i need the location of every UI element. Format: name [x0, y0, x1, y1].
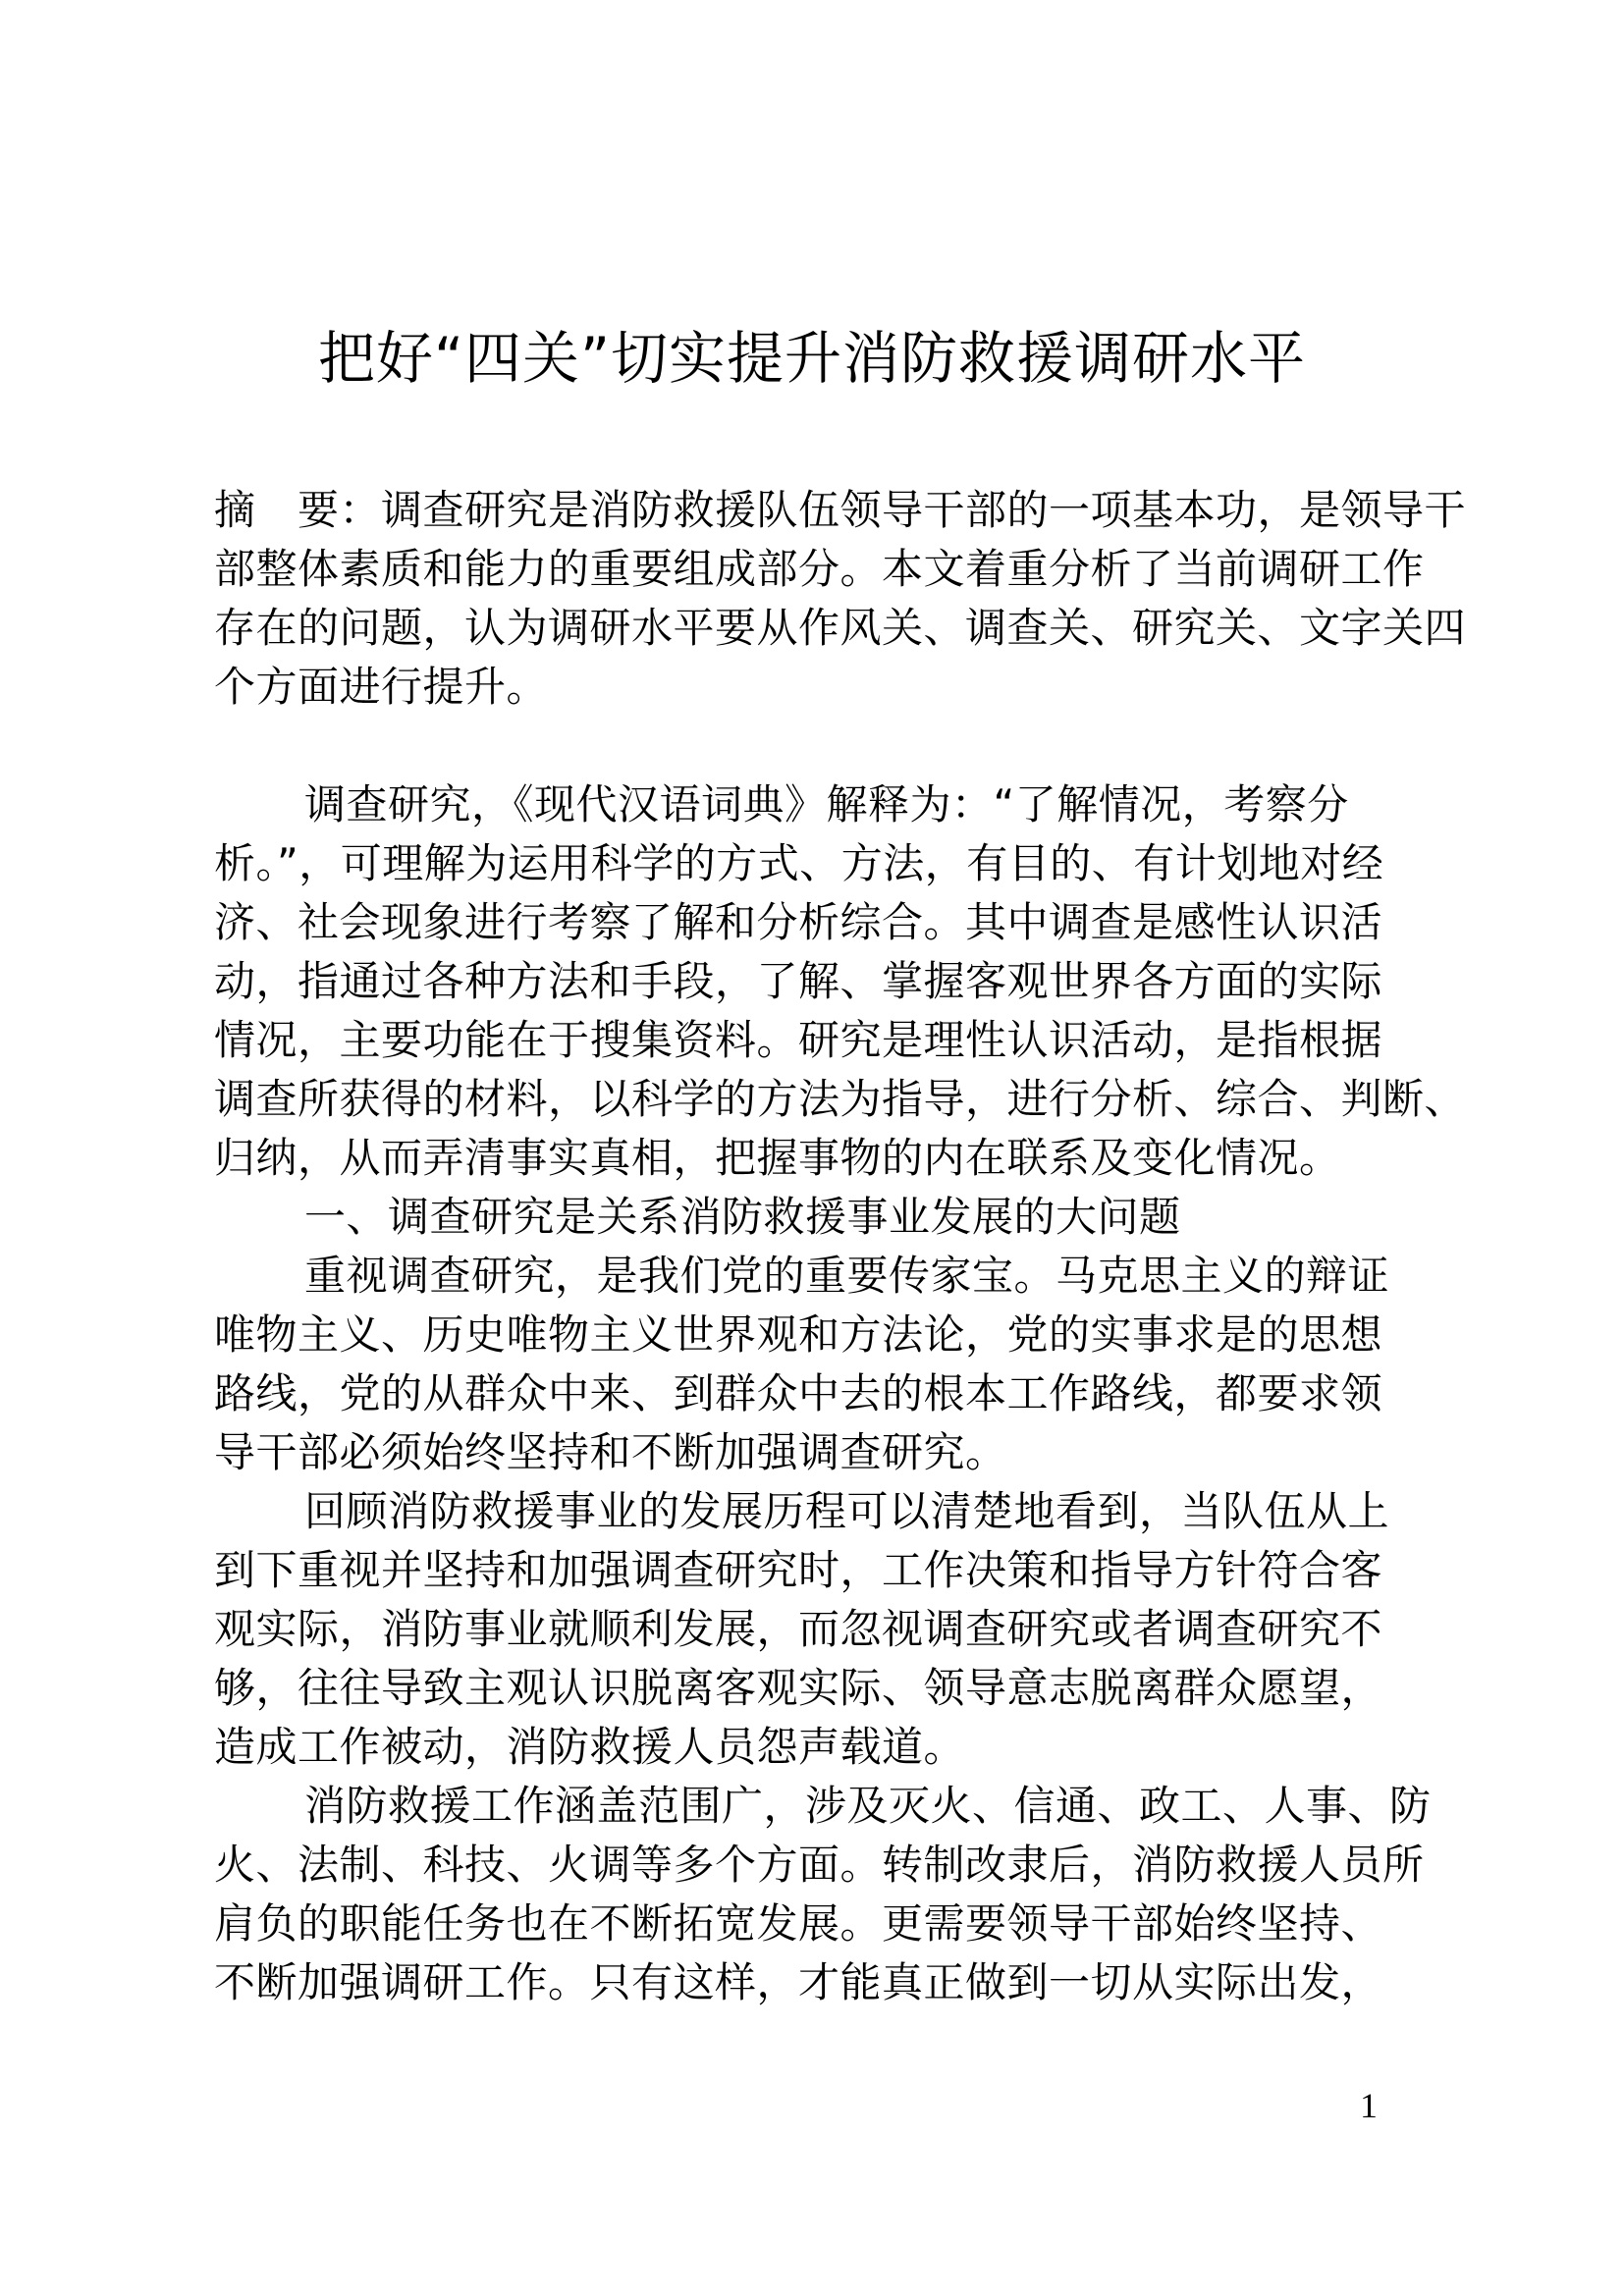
- paragraph-line: 消防救援工作涵盖范围广，涉及灭火、信通、政工、人事、防: [304, 1782, 1432, 1830]
- paragraph-line: 归纳，从而弄清事实真相，把握事物的内在联系及变化情况。: [214, 1134, 1341, 1182]
- paragraph-line: 造成工作被动，消防救援人员怨声载道。: [214, 1723, 966, 1771]
- paragraph-line: 唯物主义、历史唯物主义世界观和方法论，党的实事求是的思想: [214, 1310, 1383, 1359]
- abstract: [214, 481, 1467, 717]
- paragraph-line: 肩负的职能任务也在不断拓宽发展。更需要领导干部始终坚持、: [214, 1899, 1383, 1948]
- paragraph-line: 导干部必须始终坚持和不断加强调查研究。: [214, 1428, 1007, 1476]
- paragraph-line: 路线，党的从群众中来、到群众中去的根本工作路线，都要求领: [214, 1369, 1383, 1417]
- page-number: 1: [1360, 2086, 1378, 2125]
- abstract-line: 个方面进行提升。: [214, 663, 549, 711]
- paragraph-line: 回顾消防救援事业的发展历程可以清楚地看到，当队伍从上: [304, 1487, 1390, 1535]
- paragraph-line: 不断加强调研工作。只有这样，才能真正做到一切从实际出发，: [214, 1958, 1383, 2006]
- paragraph: [214, 1247, 1436, 1482]
- paragraph: [214, 775, 1467, 1188]
- abstract-line: 摘 要：调查研究是消防救援队伍领导干部的一项基本功，是领导干: [214, 486, 1467, 534]
- paragraph: [214, 1482, 1436, 1777]
- abstract-line: 部整体素质和能力的重要组成部分。本文着重分析了当前调研工作: [214, 545, 1425, 593]
- paragraph-line: 动，指通过各种方法和手段，了解、掌握客观世界各方面的实际: [214, 957, 1383, 1005]
- paragraph-line: 到下重视并坚持和加强调查研究时，工作决策和指导方针符合客: [214, 1546, 1383, 1594]
- paragraph-line: 情况，主要功能在于搜集资料。研究是理性认识活动，是指根据: [214, 1016, 1383, 1064]
- paragraph-line: 济、社会现象进行考察了解和分析综合。其中调查是感性认识活: [214, 898, 1383, 946]
- document-title: 把好“四关”切实提升消防救援调研水平: [317, 325, 1307, 392]
- paragraph-line: 调查所获得的材料，以科学的方法为指导，进行分析、综合、判断、: [214, 1075, 1467, 1123]
- abstract-line: 存在的问题，认为调研水平要从作风关、调查关、研究关、文字关四: [214, 604, 1467, 652]
- paragraph-line: 观实际，消防事业就顺利发展，而忽视调查研究或者调查研究不: [214, 1605, 1383, 1653]
- paragraph-line: 够，往往导致主观认识脱离客观实际、领导意志脱离群众愿望，: [214, 1664, 1383, 1712]
- paragraph: [214, 1777, 1436, 2012]
- section-heading: [214, 1188, 1436, 1247]
- paragraph-line: 火、法制、科技、火调等多个方面。转制改隶后，消防救援人员所: [214, 1841, 1425, 1889]
- section-heading-text: 一、调查研究是关系消防救援事业发展的大问题: [304, 1193, 1181, 1241]
- paragraph-line: 析。”，可理解为运用科学的方式、方法，有目的、有计划地对经: [214, 839, 1384, 887]
- main-body: [214, 775, 1467, 2012]
- paragraph-line: 调查研究，《现代汉语词典》解释为：“了解情况，考察分: [304, 780, 1349, 828]
- paragraph-line: 重视调查研究，是我们党的重要传家宝。马克思主义的辩证: [304, 1252, 1390, 1300]
